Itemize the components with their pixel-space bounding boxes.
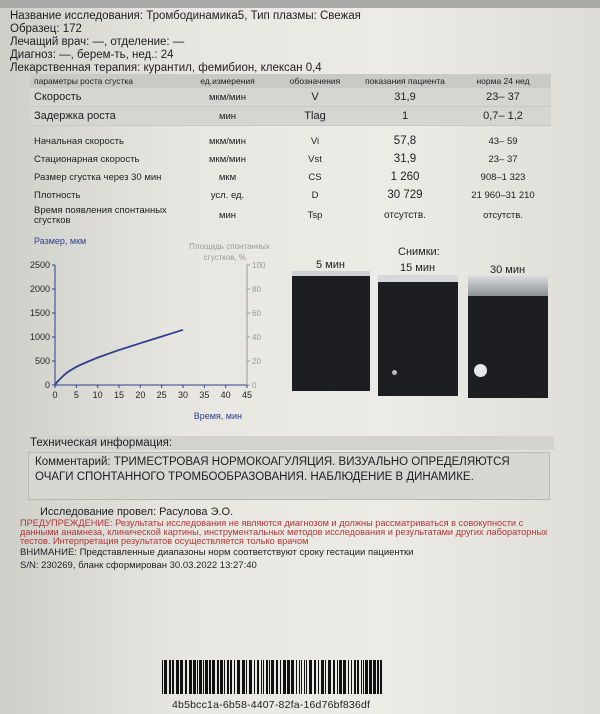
row-symbol: D — [311, 189, 319, 201]
row-norm: 23– 37 — [455, 88, 551, 107]
x-tick-label: 5 — [73, 390, 79, 400]
barcode-bar — [249, 660, 252, 694]
barcode — [162, 660, 384, 694]
y-tick-label: 1500 — [29, 308, 50, 318]
barcode-bar — [209, 660, 211, 694]
barcode-bar — [291, 660, 294, 694]
barcode-bar — [193, 660, 196, 694]
row-value: 30 729 — [387, 189, 423, 201]
photos-title: Снимки: — [398, 246, 440, 258]
barcode-bar — [318, 660, 319, 694]
row-symbol: Tlag — [275, 107, 355, 126]
barcode-bar — [351, 660, 352, 694]
barcode-bar — [299, 660, 300, 694]
barcode-bar — [203, 660, 204, 694]
barcode-bar — [357, 660, 359, 694]
table-header-row — [30, 74, 551, 88]
drug-therapy: Лекарственная терапия: курантил, фемибион, клексан 0,4 — [10, 62, 322, 74]
barcode-bar — [348, 660, 349, 694]
row-unit: мкм/мин — [209, 135, 246, 147]
y-tick-label: 1000 — [29, 332, 50, 342]
barcode-bar — [314, 660, 316, 694]
barcode-bar — [365, 660, 368, 694]
barcode-bar — [276, 660, 278, 694]
top-strip — [0, 0, 600, 8]
row-unit: мкм — [218, 171, 237, 183]
row-value: 57,8 — [393, 135, 417, 147]
header-unit: ед.измерения — [180, 74, 275, 88]
barcode-bar — [180, 660, 183, 694]
barcode-bar — [269, 660, 270, 694]
x-tick-label: 0 — [52, 390, 58, 400]
row-name: Стационарная скорость — [34, 153, 140, 165]
barcode-bar — [337, 660, 338, 694]
x-tick-label: 15 — [113, 390, 125, 400]
barcode-bar — [306, 660, 307, 694]
barcode-bar — [257, 660, 259, 694]
row-value: 31,9 — [355, 88, 455, 107]
row-unit: мкм/мин — [209, 153, 246, 165]
barcode-bar — [328, 660, 331, 694]
performed-by: Исследование провел: Расулова Э.О. — [40, 506, 234, 518]
row-value: 31,9 — [393, 153, 417, 165]
row-name: Время появления спонтанных сгустков — [34, 205, 167, 226]
row-unit: мин — [180, 107, 275, 126]
barcode-bar — [189, 660, 192, 694]
barcode-bar — [361, 660, 362, 694]
row-norm: 0,7– 1,2 — [455, 107, 551, 126]
doctor-department: Лечащий врач: —, отделение: — — [10, 36, 185, 48]
barcode-bar — [363, 660, 364, 694]
spontaneous-clot-spot — [474, 364, 487, 377]
row-norm: 23– 37 — [488, 153, 518, 165]
row-name: Плотность — [34, 189, 81, 201]
barcode-bar — [172, 660, 174, 694]
row-value: 1 260 — [390, 171, 420, 183]
row-name: Задержка роста — [30, 107, 180, 126]
x-tick-label: 45 — [241, 390, 253, 400]
barcode-bar — [212, 660, 215, 694]
x-tick-label: 20 — [135, 390, 146, 400]
barcode-bar — [339, 660, 342, 694]
photo-label-5: 5 мин — [316, 259, 345, 271]
clot-size-line — [55, 330, 183, 385]
barcode-bar — [271, 660, 274, 694]
clot-photo-15min — [378, 275, 458, 396]
barcode-bar — [242, 660, 245, 694]
serial-number: S/N: 230269, бланк сформирован 30.03.2022 13:27:40 — [20, 560, 257, 571]
row-norm: отсутств. — [483, 210, 523, 221]
row-symbol: Tsp — [307, 210, 323, 221]
clot-photo-30min — [468, 276, 548, 398]
table-row — [30, 168, 551, 186]
header-param: параметры роста сгустка — [30, 74, 180, 88]
row-name: Размер сгустка через 30 мин — [34, 171, 162, 183]
x-tick-label: 40 — [220, 390, 231, 400]
table-row — [30, 132, 551, 150]
header-value: показания пациента — [355, 74, 455, 88]
barcode-bar — [333, 660, 335, 694]
table-row — [30, 88, 551, 107]
y2-tick-label: 100 — [252, 261, 266, 270]
report-header — [10, 10, 361, 75]
row-symbol: Vst — [308, 153, 322, 165]
table-row — [30, 150, 551, 168]
barcode-bar — [237, 660, 240, 694]
barcode-bar — [261, 660, 262, 694]
row-norm: 908–1 323 — [480, 171, 526, 183]
barcode-bar — [246, 660, 247, 694]
study-name: Название исследования: Тромбодинамика5, Тип плазмы: Свежая — [10, 10, 361, 22]
barcode-bar — [373, 660, 376, 694]
row-unit: усл. ед. — [210, 189, 245, 201]
sample-number: Образец: 172 — [10, 23, 82, 35]
table-row — [30, 186, 551, 204]
barcode-bar — [230, 660, 232, 694]
barcode-bar — [301, 660, 302, 694]
barcode-bar — [263, 660, 264, 694]
photo-activator-edge — [378, 275, 458, 282]
photo-activator-edge — [292, 271, 370, 276]
photo-label-30: 30 мин — [490, 264, 526, 276]
row-norm: 21 960–31 210 — [471, 189, 535, 201]
row-unit: мин — [218, 210, 237, 221]
y2-tick-label: 40 — [252, 333, 261, 342]
clot-photo-5min — [292, 271, 370, 391]
barcode-bar — [287, 660, 290, 694]
y-tick-label: 500 — [34, 356, 50, 366]
barcode-bar — [321, 660, 324, 694]
barcode-bar — [380, 660, 382, 694]
table-row — [30, 107, 551, 126]
y2-tick-label: 0 — [252, 381, 257, 390]
row-norm: 43– 59 — [488, 135, 518, 147]
barcode-bar — [224, 660, 225, 694]
clot-growth-chart — [20, 232, 280, 427]
barcode-bar — [176, 660, 179, 694]
barcode-bar — [343, 660, 346, 694]
barcode-bar — [325, 660, 326, 694]
row-unit: мкм/мин — [180, 88, 275, 107]
barcode-bar — [205, 660, 208, 694]
warning-text: ПРЕДУПРЕЖДЕНИЕ: Результаты исследования не являются диагнозом и должны рассматриваться в совокупности с данными анамнеза, клинической картины, инструментальных методов исследования и результатами других лабораторных тестов. Интерпретация результатов осуществляется только врачом — [20, 518, 548, 547]
header-norm: норма 24 нед — [455, 74, 551, 88]
x-tick-label: 35 — [199, 390, 210, 400]
row-symbol: Vi — [310, 135, 320, 147]
y-tick-label: 0 — [44, 380, 50, 390]
barcode-bar — [377, 660, 379, 694]
x-tick-label: 10 — [92, 390, 103, 400]
x-tick-label: 25 — [156, 390, 167, 400]
barcode-bar — [234, 660, 235, 694]
photo-clot-growth — [468, 276, 548, 296]
barcode-bar — [354, 660, 356, 694]
barcode-bar — [266, 660, 268, 694]
row-name: Начальная скорость — [34, 135, 124, 147]
attention-text: ВНИМАНИЕ: Представленные диапазоны норм соответствуют сроку гестации пациентки — [20, 547, 414, 558]
y2-tick-label: 60 — [252, 309, 261, 318]
y-tick-label: 2500 — [29, 260, 50, 270]
row-value: 1 — [355, 107, 455, 126]
barcode-bar — [309, 660, 312, 694]
y2-tick-label: 20 — [252, 357, 261, 366]
barcode-bar — [164, 660, 167, 694]
row-symbol: CS — [308, 171, 322, 183]
table-row — [30, 204, 551, 228]
barcode-bar — [199, 660, 202, 694]
y2-axis-label-line1: Площадь спонтанных — [189, 242, 270, 251]
barcode-bar — [304, 660, 305, 694]
row-symbol: V — [275, 88, 355, 107]
x-axis-label: Время, мин — [193, 411, 242, 421]
barcode-bar — [197, 660, 198, 694]
y2-axis-label-line2: сгустков, % — [203, 253, 246, 262]
barcode-bar — [369, 660, 372, 694]
barcode-bar — [162, 660, 163, 694]
diagnosis: Диагноз: —, берем-ть, нед.: 24 — [10, 49, 174, 61]
barcode-bar — [296, 660, 297, 694]
barcode-bar — [217, 660, 219, 694]
y2-tick-label: 80 — [252, 285, 261, 294]
spontaneous-clot-spot — [392, 370, 397, 375]
comment-box: Комментарий: ТРИМЕСТРОВАЯ НОРМОКОАГУЛЯЦИЯ. ВИЗУАЛЬНО ОПРЕДЕЛЯЮТСЯ ОЧАГИ СПОНТАННОГО ТРОМБООБРАЗОВАНИЯ. НАБЛЮДЕНИЕ В ДИНАМИКЕ. — [28, 452, 550, 500]
barcode-bar — [227, 660, 229, 694]
y-axis-label: Размер, мкм — [34, 236, 87, 246]
barcode-bar — [220, 660, 223, 694]
y-tick-label: 2000 — [29, 284, 50, 294]
row-name: Скорость — [30, 88, 180, 107]
barcode-bar — [185, 660, 187, 694]
barcode-bar — [254, 660, 255, 694]
x-tick-label: 30 — [177, 390, 189, 400]
parameters-table — [30, 74, 551, 228]
header-symbol: обозначения — [275, 74, 355, 88]
barcode-bar — [169, 660, 171, 694]
barcode-bar — [280, 660, 281, 694]
photo-label-15: 15 мин — [400, 262, 436, 274]
barcode-bar — [283, 660, 286, 694]
barcode-text: 4b5bcc1a-6b58-4407-82fa-16d76bf836df — [172, 699, 371, 711]
row-value: отсутств. — [384, 210, 426, 221]
technical-info-label: Техническая информация: — [28, 436, 554, 450]
